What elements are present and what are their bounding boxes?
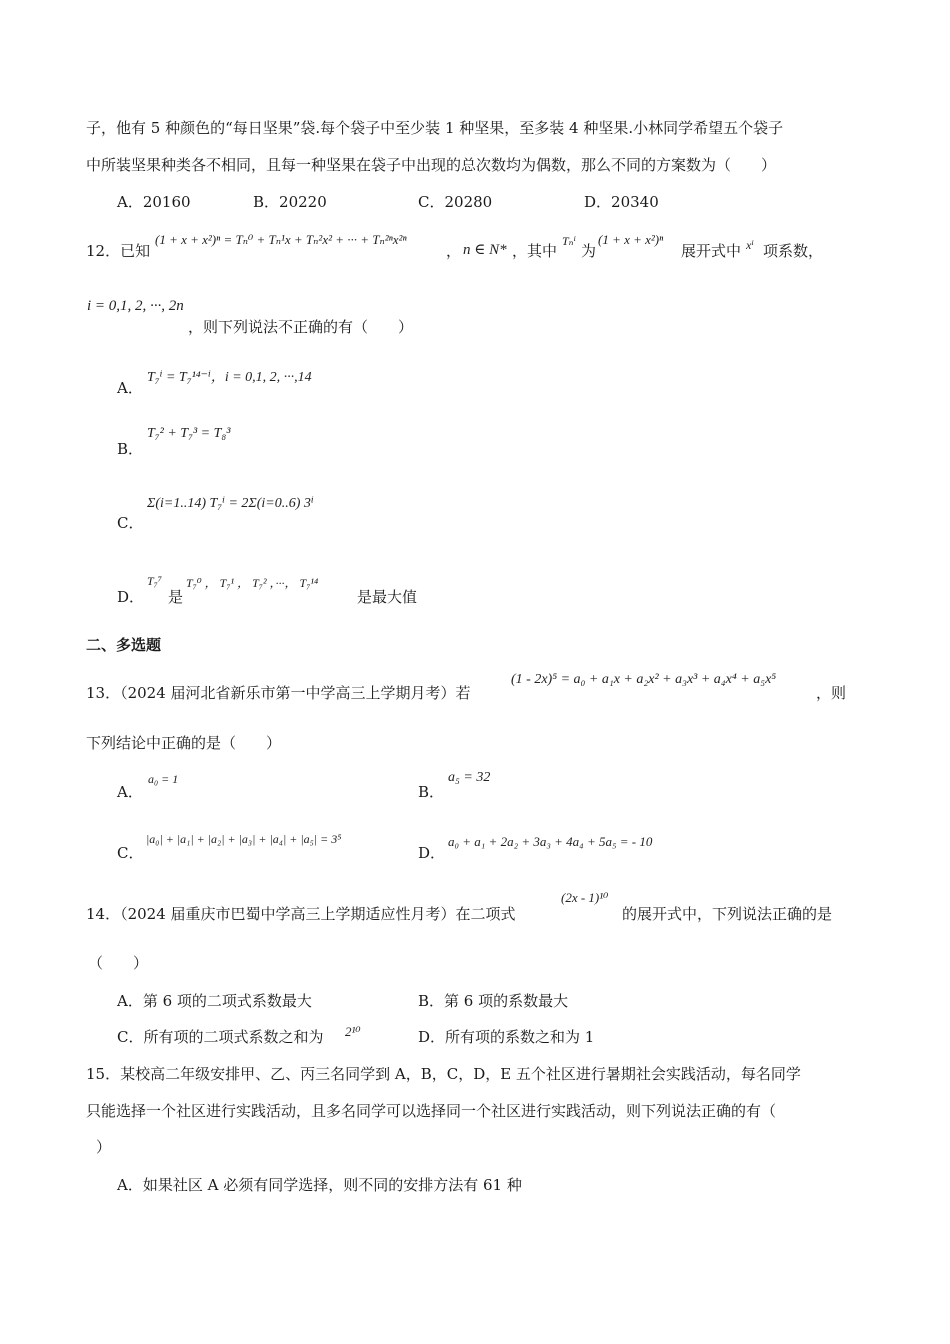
q13-option-c-formula: |a₀| + |a₁| + |a₂| + |a₃| + |a₄| + |a₅| = 3⁵ (146, 832, 342, 846)
q12-text-f: ，则下列说法不正确的有（ ） (188, 318, 414, 336)
q12-i-range: i = 0,1, 2, ···, 2n (87, 298, 184, 314)
q14-line2: （ ） (88, 954, 149, 972)
q12-option-c-label: C． (117, 514, 144, 532)
q14-option-b: B．第 6 项的系数最大 (418, 992, 569, 1010)
q12-formula2: (1 + x + x²)ⁿ (598, 232, 664, 247)
q15-line3: ） (96, 1138, 112, 1156)
q12-option-d-text1: 是 (168, 588, 184, 606)
q12-formula: (1 + x + x²)ⁿ = Tₙ⁰ + Tₙ¹x + Tₙ²x² + ··· + Tₙ²ⁿx²ⁿ (155, 232, 407, 247)
q14-option-c: C．所有项的二项式系数之和为 (117, 1028, 324, 1046)
q12-text-c: 为 (581, 242, 597, 260)
q14-option-d: D．所有项的系数之和为 1 (418, 1028, 595, 1046)
q12-option-d-list: T₇⁰ ， T₇¹ ， T₇² ，···， T₇¹⁴ (186, 576, 319, 590)
q12-text-a: ， (446, 242, 462, 260)
q12-text-d: 展开式中 (681, 242, 742, 260)
q13-line2: 下列结论中正确的是（ ） (86, 734, 282, 752)
q14-line1-tail: 的展开式中，下列说法正确的是 (622, 905, 833, 923)
q12-option-a-label: A． (117, 379, 143, 397)
q11-line1: 子，他有 5 种颜色的“每日坚果”袋.每个袋子中至少装 1 种坚果，至多装 4 种坚果.小林同学希望五个袋子 (86, 119, 784, 137)
q11-option-d: D．20340 (584, 193, 659, 211)
q12-x-i: xⁱ (746, 238, 754, 252)
q12-text-b: ，其中 (512, 242, 558, 260)
q13-option-a-label: A． (117, 783, 143, 801)
q12-option-b-formula: T₇² + T₇³ = T₈³ (147, 426, 231, 441)
q12-option-b-label: B． (117, 440, 144, 458)
q13-option-b-label: B． (418, 783, 445, 801)
q13-option-a-formula: a₀ = 1 (148, 772, 179, 786)
q12-t-ni: Tₙⁱ (562, 234, 576, 248)
q13-option-d-formula: a₀ + a₁ + 2a₂ + 3a₃ + 4a₄ + 5a₅ = - 10 (448, 834, 653, 849)
q14-option-a: A．第 6 项的二项式系数最大 (117, 992, 312, 1010)
q11-option-b: B．20220 (253, 193, 327, 211)
q13-option-c-label: C． (117, 844, 144, 862)
section-heading-multiple-choice: 二、多选题 (86, 636, 162, 654)
q12-option-d-text2: 是最大值 (357, 588, 418, 606)
q15-option-a: A．如果社区 A 必须有同学选择，则不同的安排方法有 61 种 (117, 1176, 522, 1194)
q12-option-d-t77: T₇⁷ (147, 574, 163, 588)
q13-line1-tail: ，则 (816, 684, 847, 702)
q13-line1: 13．（2024 届河北省新乐市第一中学高三上学期月考）若 (86, 684, 471, 702)
q15-line2: 只能选择一个社区进行实践活动，且多名同学可以选择同一个社区进行实践活动，则下列说法正确的有（ (86, 1102, 777, 1120)
q12-text-e: 项系数， (763, 242, 824, 260)
q11-option-c: C．20280 (418, 193, 493, 211)
q12-number: 12．已知 (86, 242, 151, 260)
q15-line1: 15．某校高二年级安排甲、乙、丙三名同学到 A，B，C，D，E 五个社区进行暑期社会实践活动，每名同学 (86, 1065, 801, 1083)
q13-formula: (1 - 2x)⁵ = a₀ + a₁x + a₂x² + a₃x³ + a₄x⁴ + a₅x⁵ (511, 672, 777, 687)
q12-option-d-label: D． (117, 588, 145, 606)
q11-option-a: A．20160 (117, 193, 191, 211)
q13-option-d-label: D． (418, 844, 446, 862)
q12-n-condition: n ∈ N* (463, 242, 507, 258)
q14-formula: (2x - 1)¹⁰ (561, 890, 609, 905)
q14-line1: 14．（2024 届重庆市巴蜀中学高三上学期适应性月考）在二项式 (86, 905, 516, 923)
q14-option-c-formula: 2¹⁰ (345, 1024, 361, 1039)
q12-option-c-formula: Σ(i=1..14) T₇ⁱ = 2Σ(i=0..6) 3ⁱ (147, 496, 314, 511)
q13-option-b-formula: a₅ = 32 (448, 770, 491, 785)
q12-option-a-formula: T₇ⁱ = T₇¹⁴⁻ⁱ，i = 0,1, 2, ···,14 (147, 370, 312, 385)
q11-line2: 中所装坚果种类各不相同，且每一种坚果在袋子中出现的总次数均为偶数，那么不同的方案数为（ ） (86, 156, 777, 174)
